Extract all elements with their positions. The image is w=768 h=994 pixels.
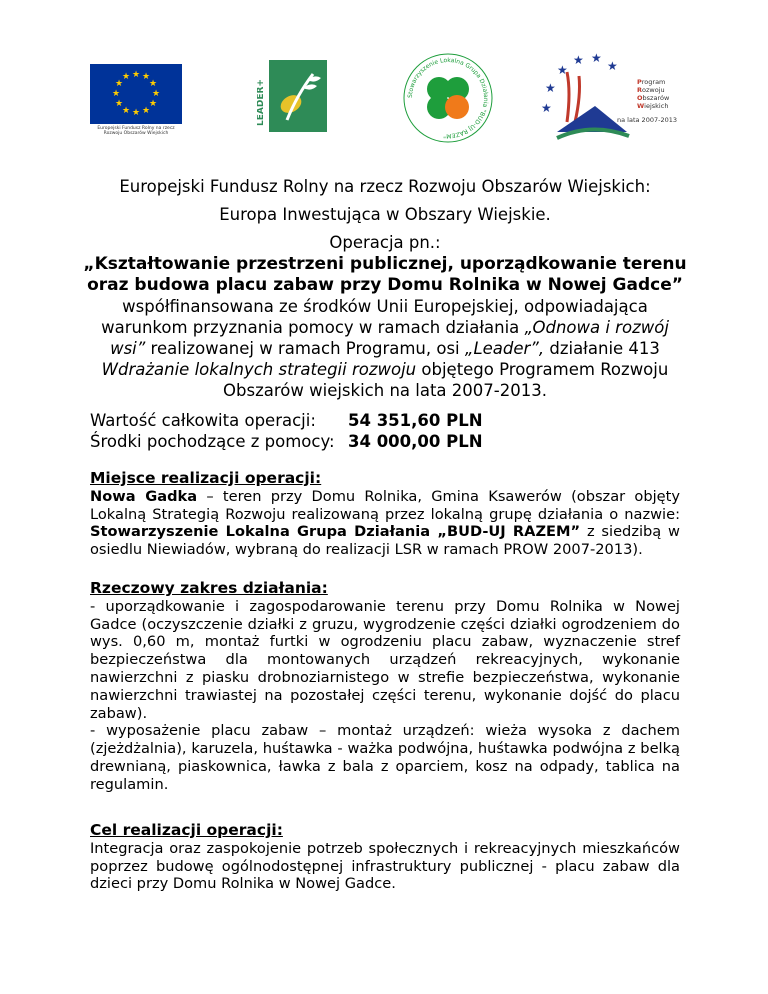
prow-emblem-icon (537, 52, 633, 142)
scope-item: - uporządkowanie i zagospodarowanie terenu przy Domu Rolnika w Nowej Gadce (oczyszczenie działki z gruzu, wygrodzenie części działki ogrodzeniem do wys. 0,60 m, montaż furtki w ogrodzeniu placu zabaw, wyznaczenie stref bezpieczeństwa dla montowanych urządzeń rekreacyjnych, wykonanie nawierzchni z piasku drobnoziarnistego w strefie bezpieczeństwa, wykonanie nawierzchni trawiastej na pozostałej części terenu, wykonanie dojść do placu zabaw). (90, 597, 680, 722)
operation-block (60, 252, 710, 401)
operation-title-line: oraz budowa placu zabaw przy Domu Rolnika w Nowej Gadce” (87, 275, 683, 295)
prow-line: Wiejskich (637, 102, 669, 110)
location-section (90, 470, 680, 559)
operation-description (60, 296, 710, 401)
scope-section (90, 580, 680, 794)
fund-line: Europejski Fundusz Rolny na rzecz Rozwoju Obszarów Wiejskich: (119, 177, 651, 196)
desc-line (60, 359, 710, 380)
operation-title (60, 254, 710, 296)
svg-text:★: ★ (573, 53, 584, 67)
lgd-ring-text: Stowarzyszenie Lokalna Grupa Działania "BUD-UJ RAZEM" (406, 56, 490, 140)
svg-text:★: ★ (114, 99, 124, 109)
desc-text: realizowanej w ramach Programu, osi (145, 339, 465, 358)
lgd-clover-logo (402, 52, 494, 144)
prow-years: na lata 2007-2013 (617, 116, 677, 124)
total-value-label: Wartość całkowita operacji: (90, 411, 316, 430)
goal-section (90, 822, 680, 893)
svg-text:★: ★ (148, 99, 158, 109)
svg-text:★: ★ (131, 70, 141, 80)
desc-line: współfinansowana ze środków Unii Europejskiej, odpowiadająca (122, 297, 648, 316)
svg-text:★: ★ (591, 52, 602, 65)
location-heading: Miejsce realizacji operacji: (90, 469, 322, 487)
svg-text:★: ★ (141, 106, 151, 116)
location-text (90, 488, 680, 559)
strategy-name: Wdrażanie lokalnych strategii rozwoju (101, 360, 417, 379)
desc-text: warunkom przyznania pomocy w ramach działania (101, 318, 525, 337)
svg-text:★: ★ (541, 101, 552, 115)
svg-text:★: ★ (148, 79, 158, 89)
desc-line (60, 338, 710, 359)
financial-values (90, 410, 483, 452)
svg-text:★: ★ (607, 59, 618, 73)
operation-title-line: „Kształtowanie przestrzeni publicznej, uporządkowanie terenu (83, 254, 687, 274)
eu-flag-logo (90, 64, 182, 138)
prow-text (637, 78, 669, 110)
location-text-part: z siedzibą w osiedlu Niewiadów, wybraną do realizacji LSR w ramach PROW 2007-2013). (90, 523, 680, 559)
desc-line: Obszarów wiejskich na lata 2007-2013. (223, 381, 547, 400)
scope-heading: Rzeczowy zakres działania: (90, 579, 328, 597)
svg-text:★: ★ (557, 63, 568, 77)
logo-bar (0, 52, 768, 152)
desc-text: objętego Programem Rozwoju (416, 360, 669, 379)
axis-name: „Leader”, (464, 339, 545, 358)
aid-value-label: Środki pochodzące z pomocy: (90, 432, 335, 451)
leader-icon (257, 60, 327, 132)
svg-text:★: ★ (121, 72, 131, 82)
location-place: Nowa Gadka (90, 487, 198, 505)
eu-caption (90, 126, 182, 136)
eu-caption-line: Europejski Fundusz Rolny na rzecz (97, 126, 175, 131)
goal-text: Integracja oraz zaspokojenie potrzeb społecznych i rekreacyjnych mieszkańców poprzez budowę ogólnodostępnej infrastruktury publicznej - placu zabaw dla dzieci przy Domu Rolnika w Nowej Gadce. (90, 839, 680, 893)
operation-label: Operacja pn.: (329, 233, 441, 252)
svg-text:★: ★ (111, 89, 121, 99)
eu-caption-line: Rozwoju Obszarów Wiejskich (103, 131, 169, 136)
clover-icon (402, 52, 494, 144)
svg-text:★: ★ (121, 106, 131, 116)
leader-text: LEADER+ (257, 79, 266, 126)
svg-text:★: ★ (141, 72, 151, 82)
goal-heading: Cel realizacji operacji: (90, 821, 283, 839)
desc-text: działanie 413 (544, 339, 660, 358)
svg-text:★: ★ (151, 89, 161, 99)
aid-value-row (90, 431, 483, 452)
aid-value-amount: 34 000,00 PLN (348, 432, 483, 451)
desc-line (60, 317, 710, 338)
leader-logo (257, 60, 327, 132)
location-text-part: – teren przy Domu Rolnika, Gmina Ksawerów (obszar objęty Lokalną Strategią Rozwoju realizowaną przez lokalną grupę działania o nazwie: (90, 487, 680, 523)
svg-text:★: ★ (114, 79, 124, 89)
total-value-row (90, 410, 483, 431)
prow-line: Rozwoju (637, 86, 665, 94)
prow-logo (537, 52, 687, 142)
total-value-amount: 54 351,60 PLN (348, 411, 483, 430)
svg-text:★: ★ (545, 81, 556, 95)
svg-text:★: ★ (131, 108, 141, 118)
measure-name-end: wsi” (110, 339, 146, 358)
prow-line: Obszarów (637, 94, 670, 102)
europe-line: Europa Inwestująca w Obszary Wiejskie. (219, 205, 551, 224)
prow-line: Program (637, 78, 666, 86)
measure-name: „Odnowa i rozwój (524, 318, 669, 337)
scope-item: - wyposażenie placu zabaw – montaż urządzeń: wieża wysoka z dachem (zjeżdżalnia), karuzela, huśtawka - ważka podwójna, huśtawka podwójna z belką drewnianą, piaskownica, ławka z bala z oparciem, kosz na odpady, tablica na regulamin. (90, 722, 680, 793)
location-org: Stowarzyszenie Lokalna Grupa Działania „BUD-UJ RAZEM” (90, 523, 581, 541)
eu-flag-icon (90, 64, 182, 124)
